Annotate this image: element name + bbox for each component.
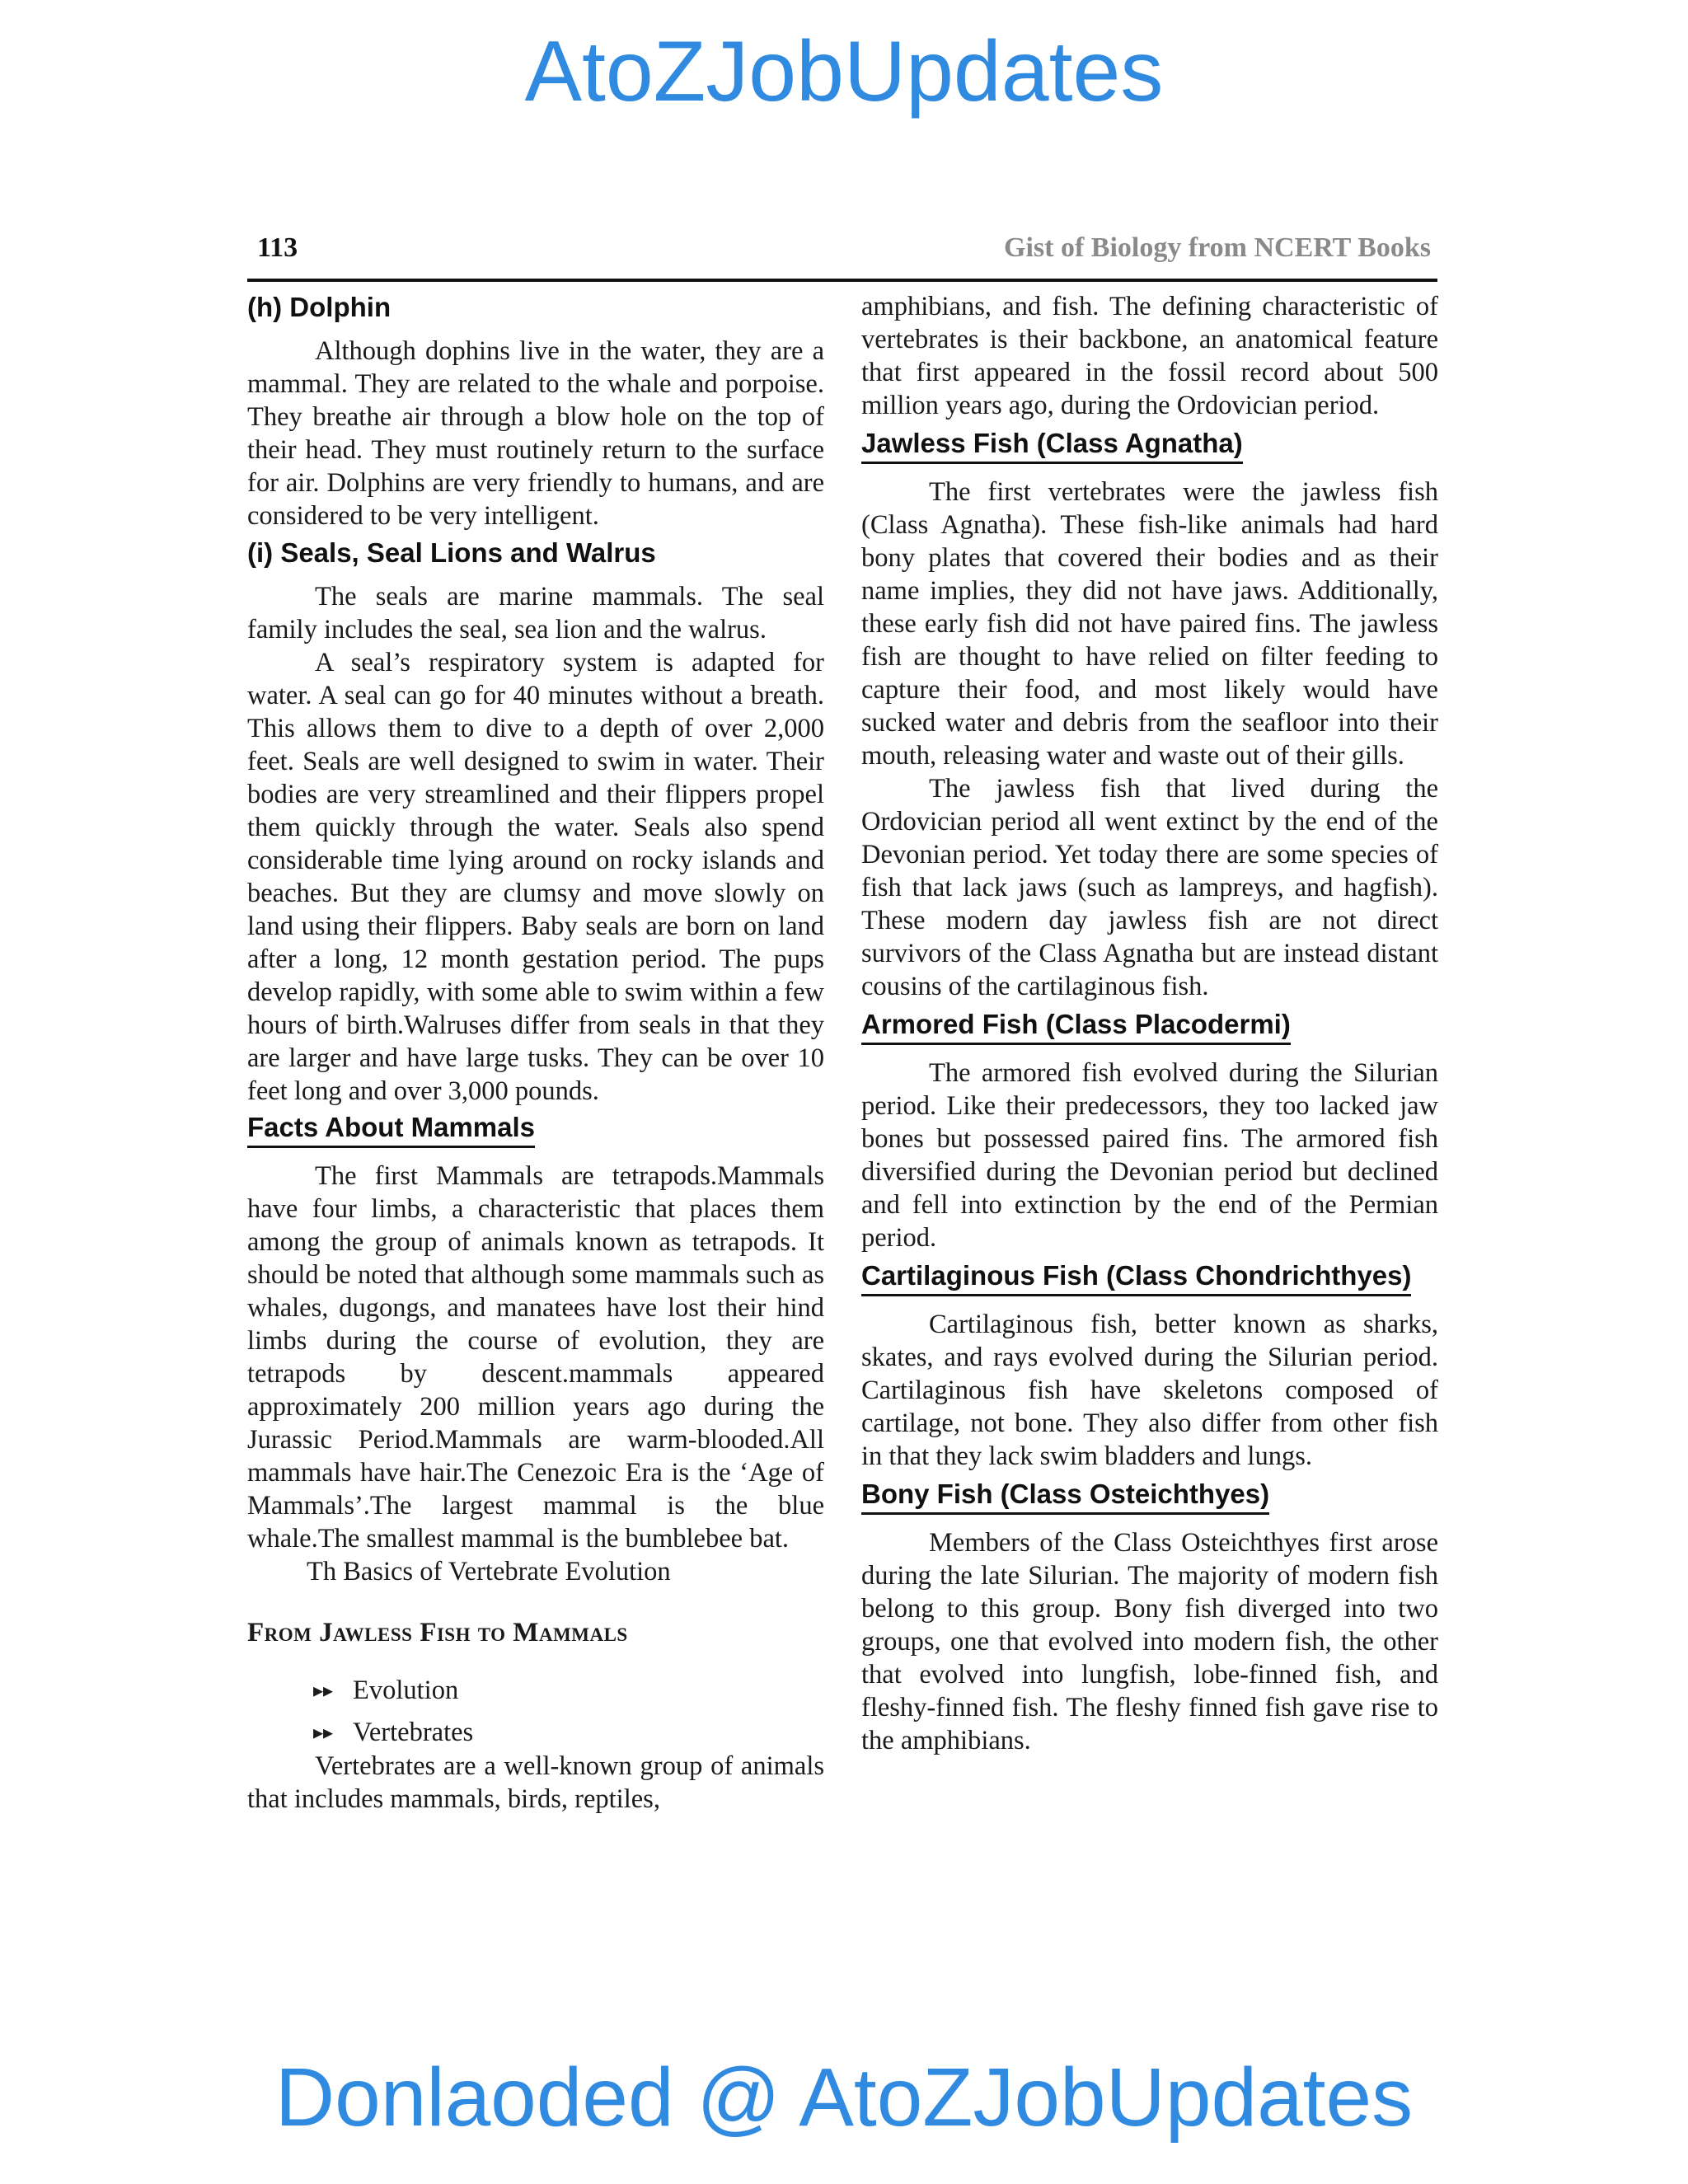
bullet-evolution xyxy=(247,1674,824,1708)
basics-line: Th Basics of Vertebrate Evolution xyxy=(307,1557,671,1586)
bony-heading-text: Bony Fish (Class Osteichthyes) xyxy=(861,1478,1269,1515)
cartilaginous-heading xyxy=(861,1259,1438,1296)
bullet-vertebrates-text: Vertebrates xyxy=(353,1718,474,1747)
page-number: 113 xyxy=(257,232,298,263)
watermark-top: AtoZJobUpdates xyxy=(524,24,1164,120)
book-title: Gist of Biology from NCERT Books xyxy=(1004,232,1431,263)
right-column xyxy=(861,290,1438,1757)
double-triangle-bullet-icon: ▸▸ xyxy=(313,1680,334,1702)
jawless-heading xyxy=(861,427,1438,464)
jawless-paragraph-2: The jawless fish that lived during the Ordovician period all went extinct by the end of the Devonian period. Yet today there are some species of fish that lack jaws (such as lampreys, and hagfish). These modern day jawless fish are not direct survivors of the Class Agnatha but are instead distant cousins of the cartilaginous fish. xyxy=(861,774,1438,1001)
cartilaginous-paragraph: Cartilaginous fish, better known as sharks, skates, and rays evolved during the Silurian period. Cartilaginous fish have skeletons composed of cartilage, not bone. They also differ from other fish in that they lack swim bladders and lungs. xyxy=(861,1310,1438,1471)
dolphin-paragraph: Although dophins live in the water, they are a mammal. They are related to the whale and porpoise. They breathe air through a blow hole on the top of their head. They must routinely return to the surface for air. Dolphins are very friendly to humans, and are considered to be very intelligent. xyxy=(247,336,824,531)
from-jawless-heading: From Jawless Fish to Mammals xyxy=(247,1618,628,1647)
armored-paragraph: The armored fish evolved during the Silurian period. Like their predecessors, they too lacked jaw bones but possessed paired fins. The armored fish diversified during the Devonian period but declined and fell into extinction by the end of the Permian period. xyxy=(861,1058,1438,1253)
cartilaginous-heading-text: Cartilaginous Fish (Class Chondrichthyes) xyxy=(861,1259,1411,1296)
seals-paragraph-1: The seals are marine mammals. The seal family includes the seal, sea lion and the walrus. xyxy=(247,582,824,644)
continued-paragraph: amphibians, and fish. The defining characteristic of vertebrates is their backbone, an anatomical feature that first appeared in the fossil record about 500 million years ago, during the Ordovician period. xyxy=(861,292,1438,420)
facts-paragraph: The first Mammals are tetrapods.Mammals have four limbs, a characteristic that places them among the group of animals known as tetrapods. It should be noted that although some mammals such as whales, dugongs, and manatees have lost their hind limbs during the course of evolution, they are tetrapods by descent.mammals appeared approximately 200 million years ago during the Jurassic Period.Mammals are warm-blooded.All mammals have hair.The Cenezoic Era is the ‘Age of Mammals’.The largest mammal is the blue whale.The smallest mammal is the bumblebee bat. xyxy=(247,1161,824,1554)
vertebrates-paragraph: Vertebrates are a well-known group of animals that includes mammals, birds, reptiles, xyxy=(247,1751,824,1814)
facts-heading-text: Facts About Mammals xyxy=(247,1111,535,1148)
armored-heading xyxy=(861,1008,1438,1045)
left-column xyxy=(247,290,824,1816)
watermark-bottom: Donlaoded @ AtoZJobUpdates xyxy=(274,2051,1414,2144)
bullet-evolution-text: Evolution xyxy=(353,1675,459,1705)
double-triangle-bullet-icon: ▸▸ xyxy=(313,1722,334,1744)
dolphin-heading: (h) Dolphin xyxy=(247,292,392,322)
bullet-vertebrates xyxy=(247,1716,824,1750)
page-header xyxy=(247,231,1437,282)
facts-heading xyxy=(247,1111,824,1148)
bony-paragraph: Members of the Class Osteichthyes first arose during the late Silurian. The majority of modern fish belong to this group. Bony fish diverged into two groups, one that evolved into modern fish, the other that evolved into lungfish, lobe-finned fish, and fleshy-finned fish. The fleshy finned fish gave rise to the amphibians. xyxy=(861,1528,1438,1755)
jawless-paragraph-1: The first vertebrates were the jawless fish (Class Agnatha). These fish-like animals had hard bony plates that covered their bodies and as their name implies, they did not have jaws. Additionally, these early fish did not have paired fins. The jawless fish are thought to have relied on filter feeding to capture their food, and most likely would have sucked water and debris from the seafloor into their mouth, releasing water and waste out of their gills. xyxy=(861,477,1438,771)
armored-heading-text: Armored Fish (Class Placodermi) xyxy=(861,1008,1291,1045)
jawless-heading-text: Jawless Fish (Class Agnatha) xyxy=(861,427,1243,464)
seals-heading: (i) Seals, Seal Lions and Walrus xyxy=(247,537,656,568)
bony-heading xyxy=(861,1478,1438,1515)
seals-paragraph-2: A seal’s respiratory system is adapted for water. A seal can go for 40 minutes without a breath. This allows them to dive to a depth of over 2,000 feet. Seals are well designed to swim in water. Their bodies are very streamlined and their flippers propel them quickly through the water. Seals also spend considerable time lying around on rocky islands and beaches. But they are clumsy and move slowly on land using their flippers. Baby seals are born on land after a long, 12 month gestation period. The pups develop rapidly, with some able to swim within a few hours of birth.Walruses differ from seals in that they are larger and have large tusks. They can be over 10 feet long and over 3,000 pounds. xyxy=(247,648,824,1106)
